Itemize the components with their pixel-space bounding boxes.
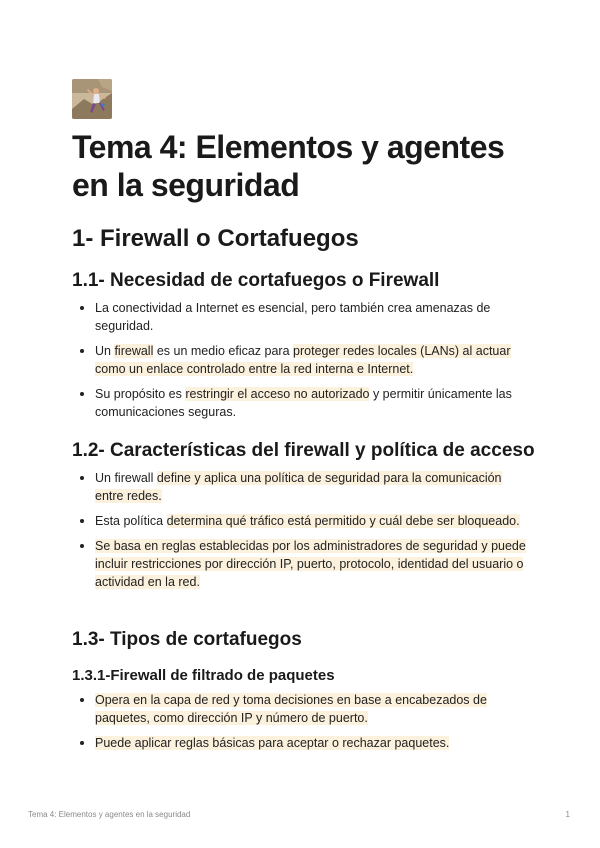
section-heading-firewall: 1- Firewall o Cortafuegos — [72, 225, 359, 252]
list-item: Un firewall define y aplica una política de seguridad para la comunicación entre redes. — [72, 469, 532, 505]
list-item: Su propósito es restringir el acceso no autorizado y permitir únicamente las comunicaciones seguras. — [72, 385, 532, 421]
subsection-heading-caracteristicas: 1.2- Características del firewall y política de acceso — [72, 440, 535, 461]
list-item: La conectividad a Internet es esencial, pero también crea amenazas de seguridad. — [72, 299, 532, 335]
footer-document-title: Tema 4: Elementos y agentes en la seguridad — [28, 810, 191, 819]
list-item: Esta política determina qué tráfico está permitido y cuál debe ser bloqueado. — [72, 512, 532, 530]
list-item: Un firewall es un medio eficaz para proteger redes locales (LANs) al actuar como un enlace controlado entre la red interna e Internet. — [72, 342, 532, 378]
climber-photo-icon — [72, 79, 112, 119]
list-item: Puede aplicar reglas básicas para aceptar o rechazar paquetes. — [72, 734, 532, 752]
list-item: Opera en la capa de red y toma decisiones en base a encabezados de paquetes, como dirección IP y número de puerto. — [72, 691, 532, 727]
subsection-heading-tipos: 1.3- Tipos de cortafuegos — [72, 629, 302, 650]
bullet-list-filtrado — [72, 691, 532, 759]
subsection-heading-necesidad: 1.1- Necesidad de cortafuegos o Firewall — [72, 270, 440, 291]
list-item: Se basa en reglas establecidas por los administradores de seguridad y puede incluir restricciones por dirección IP, puerto, protocolo, identidad del usuario o actividad en la red. — [72, 537, 532, 591]
footer-page-number: 1 — [565, 810, 570, 819]
bullet-list-caracteristicas — [72, 469, 532, 598]
document-title: Tema 4: Elementos y agentes en la seguridad — [72, 129, 505, 203]
subsubsection-heading-filtrado: 1.3.1-Firewall de filtrado de paquetes — [72, 667, 335, 684]
bullet-list-necesidad — [72, 299, 532, 428]
